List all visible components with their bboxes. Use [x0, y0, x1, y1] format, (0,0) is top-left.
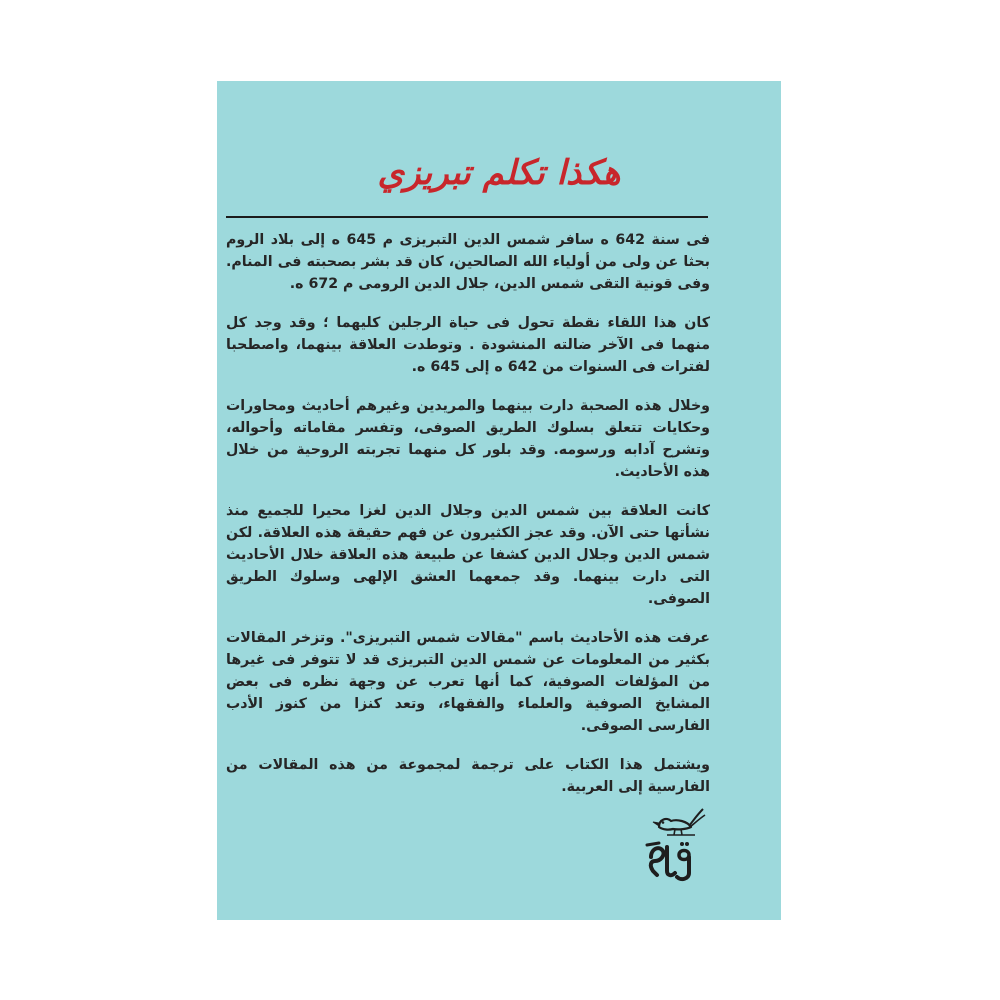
blurb-paragraph: وخلال هذه الصحبة دارت بينهما والمريدين وغيرهم أحاديث ومحاورات وحكايات تتعلق بسلوك الطريق الصوفى، وتفسر مقاماته وأحواله، وتشرح آدابه ورسومه. وقد بلور كل منهما تجربته الروحية من خلال هذه الأحاديث.: [226, 398, 710, 480]
blurb-paragraph: كانت العلاقة بين شمس الدين وجلال الدين لغزا محيرا للجميع منذ نشأتها حتى الآن. وقد عجز الكثيرون عن فهم حقيقة هذه العلاقة. لكن شمس الدين وجلال الدين كشفا عن طبيعة هذه العلاقة خلال الأحاديث التى دارت بينهما. وقد جمعهما العشق الإلهى وسلوك الطريق الصوفى.: [226, 503, 710, 607]
title-divider: [226, 216, 708, 218]
blurb-paragraph: ويشتمل هذا الكتاب على ترجمة لمجموعة من هذه المقالات من الفارسية إلى العربية.: [226, 757, 710, 795]
blurb-paragraph: كان هذا اللقاء نقطة تحول فى حياة الرجلين كليهما ؛ وقد وجد كل منهما فى الآخر ضالته المنشودة . وتوطدت العلاقة بينهما، واصطحبا لفترات فى السنوات من 642 ه إلى 645 ه.: [226, 315, 710, 375]
blurb-text: [226, 229, 710, 815]
blurb-paragraph: عرفت هذه الأحاديث باسم "مقالات شمس التبريزى". وتزخر المقالات بكثير من المعلومات عن شمس الدين التبريزى قد لا تتوفر فى غيرها من المؤلفات الصوفية، كما أنها تعرب عن وجهة نظره فى بعض المشايخ الصوفية والعلماء والفقهاء، وتعد كنزا من كنوز الأدب الفارسى الصوفى.: [226, 630, 710, 734]
blurb-paragraph: فى سنة 642 ه سافر شمس الدين التبريزى م 645 ه إلى بلاد الروم بحثا عن ولى من أولياء الله الصالحين، كان قد بشر بصحبته فى المنام. وفى قونية التقى شمس الدين، جلال الدين الرومى م 672 ه.: [226, 232, 710, 292]
publisher-logo: [637, 799, 707, 883]
bird-logo-icon: [637, 799, 707, 883]
book-back-cover: [217, 81, 781, 920]
book-title: هكذا تكلم تبريزي: [377, 153, 621, 193]
